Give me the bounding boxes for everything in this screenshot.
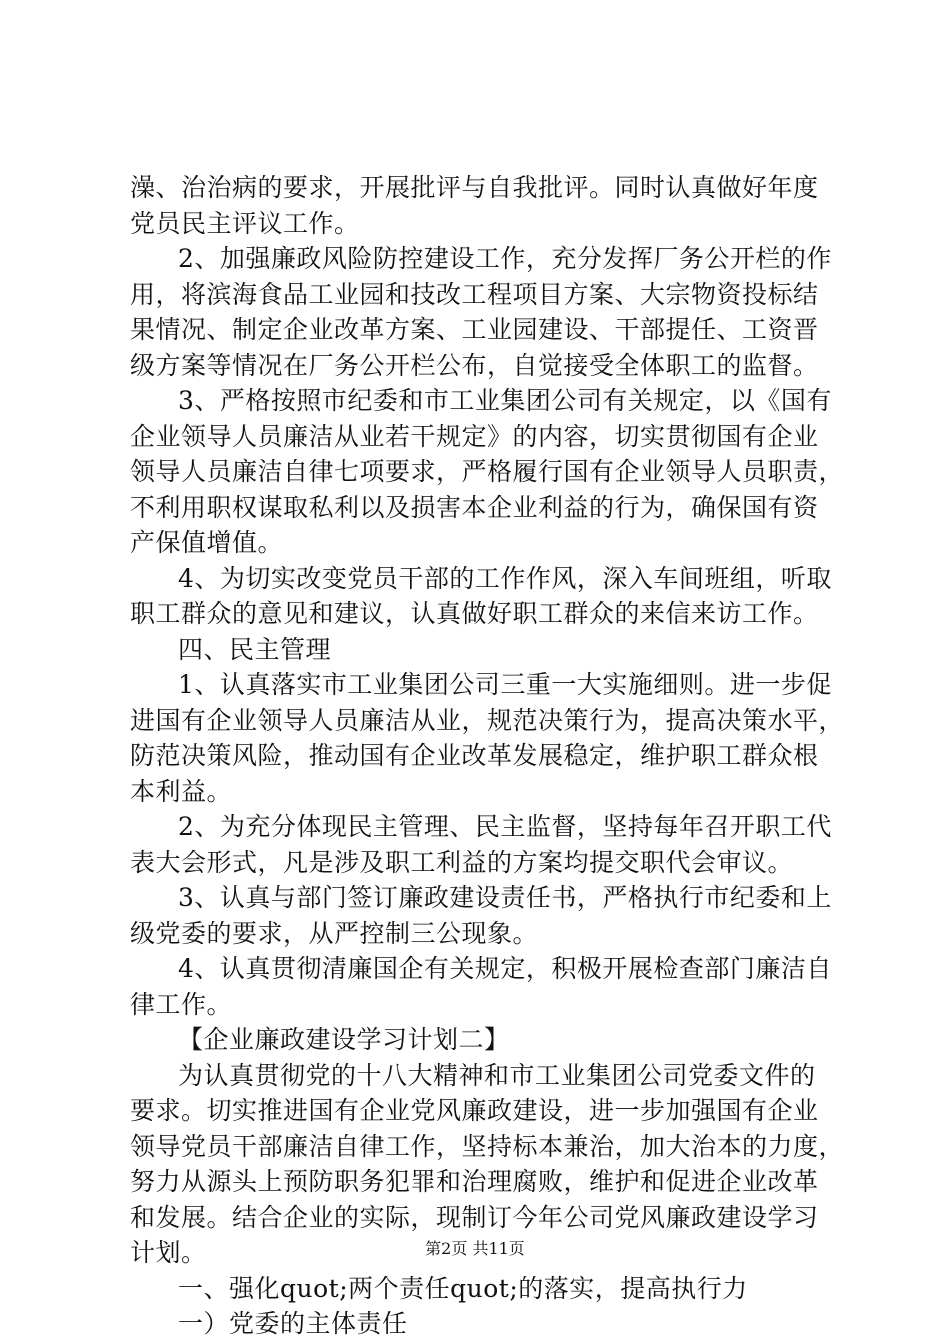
text-line: 3、认真与部门签订廉政建设责任书，严格执行市纪委和上: [178, 883, 832, 912]
text-line: 1、认真落实市工业集团公司三重一大实施细则。进一步促: [178, 670, 832, 699]
text-line: 党员民主评议工作。: [130, 208, 360, 238]
text-line: 澡、治治病的要求，开展批评与自我批评。同时认真做好年度: [130, 173, 819, 202]
document-body: [130, 170, 845, 1342]
text-line: 领导人员廉洁自律七项要求，严格履行国有企业领导人员职责，: [130, 457, 845, 486]
text-line: 表大会形式，凡是涉及职工利益的方案均提交职代会审议。: [130, 847, 794, 877]
text-line: 进国有企业领导人员廉洁从业，规范决策行为，提高决策水平，: [130, 705, 845, 735]
text-line: 一）党委的主体责任: [178, 1309, 408, 1338]
text-line: 防范决策风险，推动国有企业改革发展稳定，维护职工群众根: [130, 741, 819, 770]
text-line: 4、认真贯彻清廉国企有关规定，积极开展检查部门廉洁自: [178, 954, 832, 983]
text-line: 为认真贯彻党的十八大精神和市工业集团公司党委文件的: [178, 1060, 816, 1090]
text-line: 4、为切实改变党员干部的工作作风，深入车间班组，听取: [178, 563, 832, 593]
text-line: 企业领导人员廉洁从业若干规定》的内容，切实贯彻国有企业: [130, 421, 819, 451]
text-line: 产保值增值。: [130, 528, 284, 557]
text-line: 不利用职权谋取私利以及损害本企业利益的行为，确保国有资: [130, 492, 819, 522]
text-line: 领导党员干部廉洁自律工作，坚持标本兼治，加大治本的力度，: [130, 1131, 845, 1161]
text-line: 级党委的要求，从严控制三公现象。: [130, 918, 539, 948]
text-line: 和发展。结合企业的实际，现制订今年公司党风廉政建设学习: [130, 1202, 819, 1232]
text-line: 2、为充分体现民主管理、民主监督，坚持每年召开职工代: [178, 812, 832, 841]
text-line: 级方案等情况在厂务公开栏公布，自觉接受全体职工的监督。: [130, 350, 819, 380]
text-line: 用，将滨海食品工业园和技改工程项目方案、大宗物资投标结: [130, 279, 819, 309]
text-line: 努力从源头上预防职务犯罪和治理腐败，维护和促进企业改革: [130, 1167, 819, 1196]
text-line: 律工作。: [130, 989, 233, 1019]
text-line: 要求。切实推进国有企业党风廉政建设，进一步加强国有企业: [130, 1096, 819, 1125]
text-line: 【企业廉政建设学习计划二】: [178, 1025, 510, 1054]
page-footer: 第2页 共11页: [425, 1239, 525, 1258]
text-line: 2、加强廉政风险防控建设工作，充分发挥厂务公开栏的作: [178, 244, 832, 273]
text-line: 本利益。: [130, 776, 233, 806]
text-line: 计划。: [130, 1238, 207, 1267]
text-line: 四、民主管理: [178, 634, 332, 664]
text-line: 果情况、制定企业改革方案、工业园建设、干部提任、工资晋: [130, 315, 819, 344]
text-line: 职工群众的意见和建议，认真做好职工群众的来信来访工作。: [130, 599, 819, 628]
text-line: 3、严格按照市纪委和市工业集团公司有关规定，以《国有: [178, 386, 832, 415]
text-line: 一、强化quot;两个责任quot;的落实，提高执行力: [178, 1273, 748, 1303]
